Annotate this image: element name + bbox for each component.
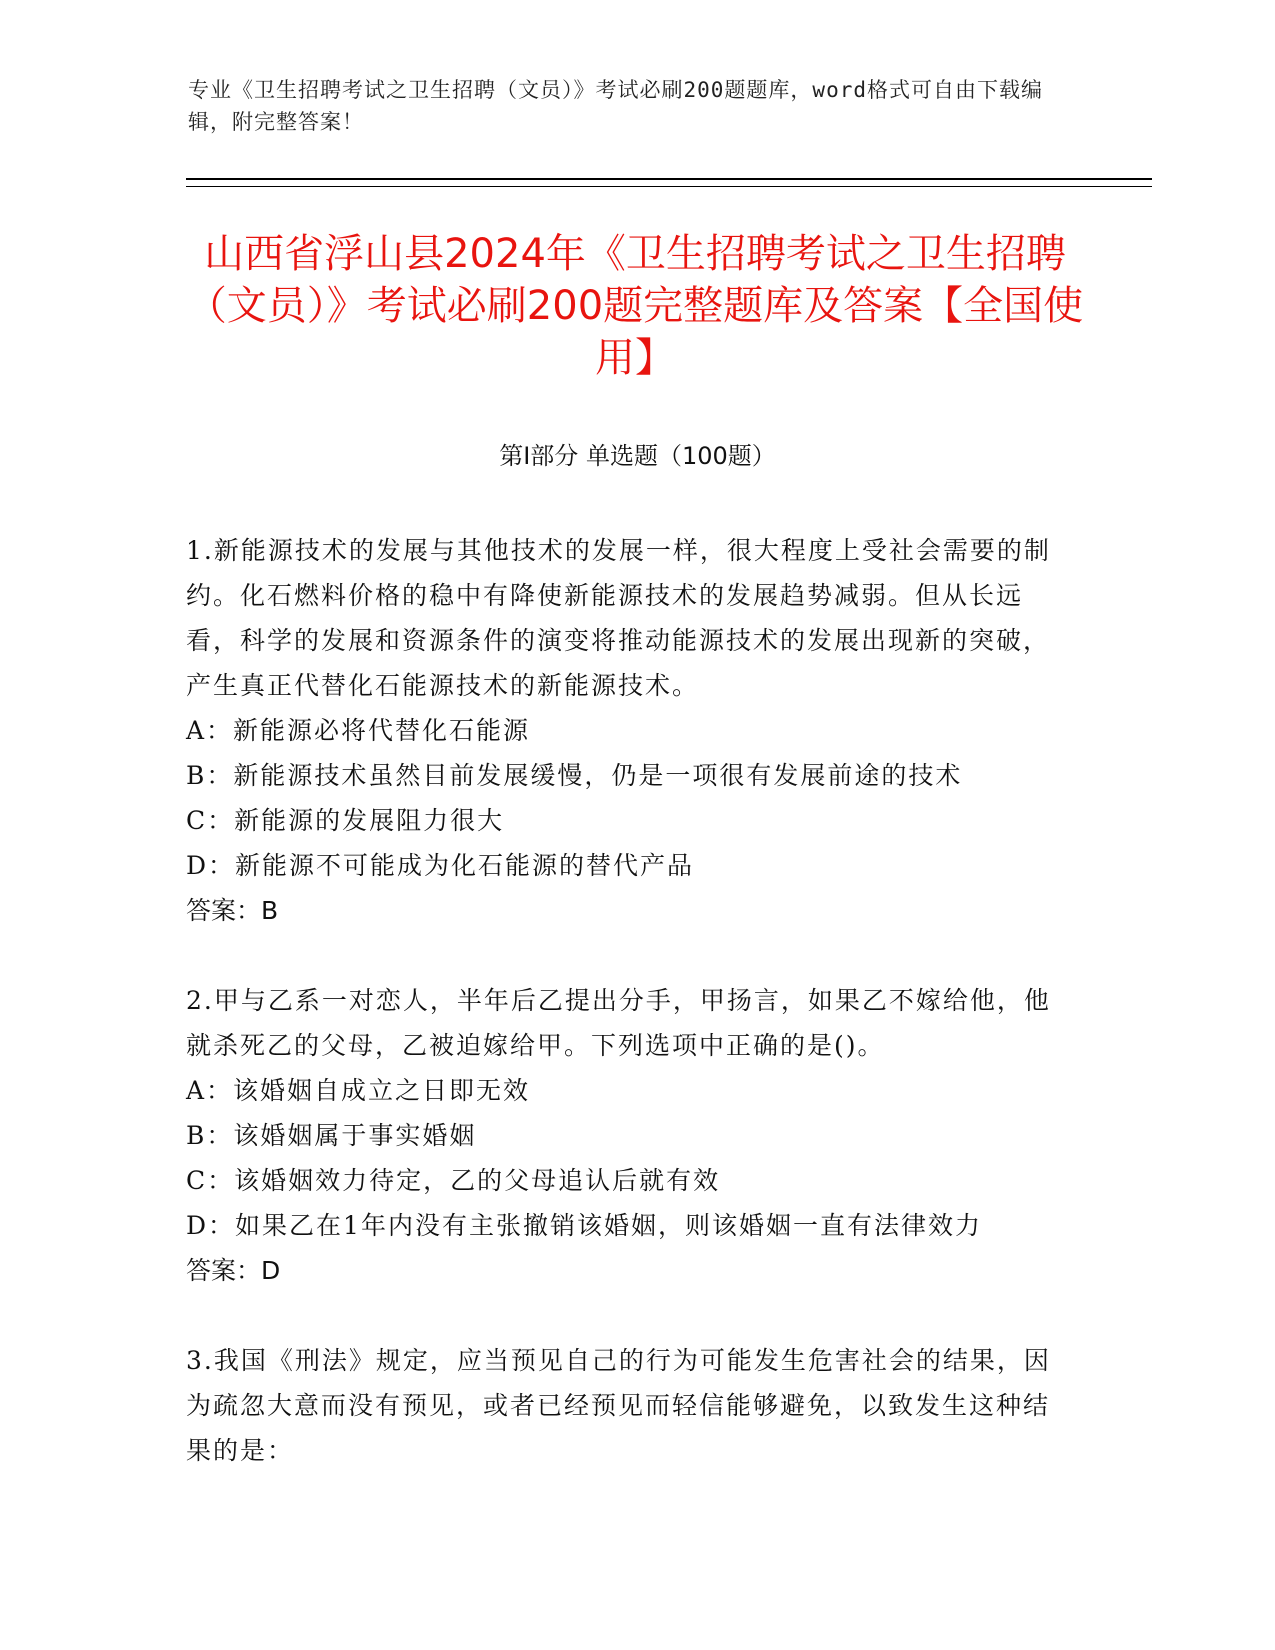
- answer: 答案：D: [186, 1256, 281, 1285]
- document-title: 山西省浮山县2024年《卫生招聘考试之卫生招聘（文员）》考试必刷200题完整题库及答案【全国使用】: [186, 231, 1084, 381]
- question-2: [186, 978, 1066, 1293]
- option-b: B：该婚姻属于事实婚姻: [186, 1121, 477, 1150]
- header-divider-thin: [186, 186, 1152, 187]
- question-stem: 3.我国《刑法》规定，应当预见自己的行为可能发生危害社会的结果，因为疏忽大意而没有预见，或者已经预见而轻信能够避免，以致发生这种结果的是：: [186, 1346, 1051, 1465]
- header-divider-thick: [186, 178, 1152, 180]
- option-a: A：新能源必将代替化石能源: [186, 716, 531, 745]
- option-d: D：如果乙在1年内没有主张撤销该婚姻，则该婚姻一直有法律效力: [186, 1211, 982, 1240]
- section-title: 第Ⅰ部分 单选题（100题）: [499, 442, 776, 470]
- question-1: [186, 528, 1066, 933]
- question-stem: 1.新能源技术的发展与其他技术的发展一样，很大程度上受社会需要的制约。化石燃料价格的稳中有降使新能源技术的发展趋势减弱。但从长远看，科学的发展和资源条件的演变将推动能源技术的发展出现新的突破，产生真正代替化石能源技术的新能源技术。: [186, 536, 1051, 700]
- option-c: C：该婚姻效力待定，乙的父母追认后就有效: [186, 1166, 721, 1195]
- option-c: C：新能源的发展阻力很大: [186, 806, 505, 835]
- answer: 答案：B: [186, 896, 279, 925]
- question-list: [186, 528, 1066, 1518]
- question-stem: 2.甲与乙系一对恋人，半年后乙提出分手，甲扬言，如果乙不嫁给他，他就杀死乙的父母，乙被迫嫁给甲。下列选项中正确的是()。: [186, 986, 1051, 1060]
- header-note: 专业《卫生招聘考试之卫生招聘（文员）》考试必刷200题题库，word格式可自由下载编辑，附完整答案！: [188, 78, 1043, 134]
- option-d: D：新能源不可能成为化石能源的替代产品: [186, 851, 695, 880]
- option-a: A：该婚姻自成立之日即无效: [186, 1076, 531, 1105]
- question-3: [186, 1338, 1066, 1473]
- option-b: B：新能源技术虽然目前发展缓慢，仍是一项很有发展前途的技术: [186, 761, 963, 790]
